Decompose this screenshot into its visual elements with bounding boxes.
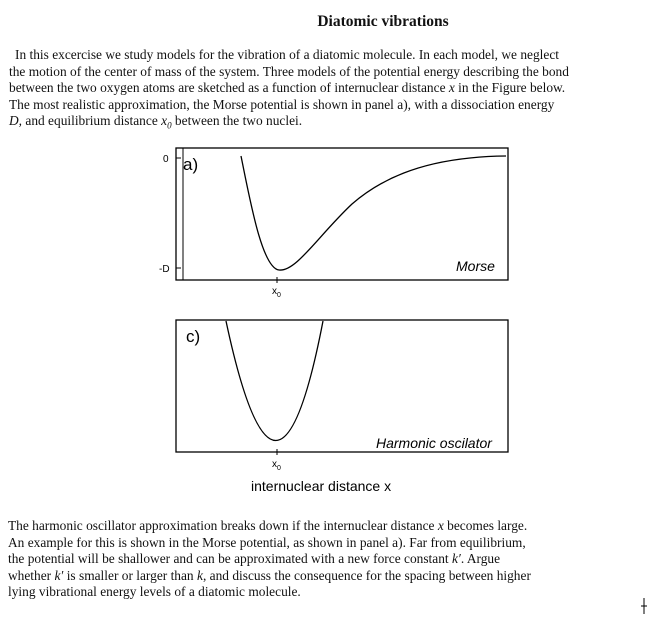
closing-line-3: the potential will be shallower and can be approximated with a new force constant k′. Argue <box>8 551 501 567</box>
intro-line-5: D, and equilibrium distance $x_0$ between the two nuclei. <box>9 113 303 132</box>
var-x0: x <box>161 113 168 129</box>
harmonic-label: Harmonic oscilator <box>376 435 492 451</box>
page-title: Diatomic vibrations <box>317 13 449 30</box>
morse-label: Morse <box>456 258 495 274</box>
intro-line-3: between the two oxygen atoms are sketched as a function of internuclear distance x in the Figure below. <box>9 80 566 96</box>
harmonic-curve <box>226 321 323 441</box>
closing-line-2: An example for this is shown in the Morse potential, as shown in panel a). Far from equilibrium, <box>8 534 526 550</box>
var-x: x <box>448 80 455 96</box>
figure-xlabel: internuclear distance x <box>251 478 392 494</box>
panel-a-ytick-zero: 0 <box>163 154 169 165</box>
closing-line-1: The harmonic oscillator approximation breaks down if the internuclear distance x becomes large. <box>8 518 528 533</box>
panel-a-label: a) <box>183 155 199 174</box>
panel-a-ytick-minus-d: -D <box>159 264 170 275</box>
panel-a <box>159 148 508 299</box>
panel-a-xtick-label: $x_0$ <box>272 286 281 299</box>
closing-line-4: whether k′ is smaller or larger than k, and discuss the consequence for the spacing between higher <box>8 567 531 583</box>
morse-curve <box>241 156 506 270</box>
closing-line-5: lying vibrational energy levels of a diatomic molecule. <box>8 584 301 600</box>
panel-c-frame <box>176 320 508 452</box>
intro-line-4: The most realistic approximation, the Morse potential is shown in panel a), with a dissociation energy <box>9 96 555 112</box>
panel-c-xtick-label: $x_0$ <box>272 459 281 472</box>
text-cursor-icon <box>641 598 647 614</box>
panel-c <box>176 320 508 472</box>
panel-c-label: c) <box>186 327 201 346</box>
intro-line-1: In this excercise we study models for the vibration of a diatomic molecule. In each model, we neglect <box>15 47 559 62</box>
var-D: D, <box>9 113 23 129</box>
intro-line-2: the motion of the center of mass of the system. Three models of the potential energy describing the bond <box>9 63 569 79</box>
closing-paragraph <box>8 518 631 601</box>
